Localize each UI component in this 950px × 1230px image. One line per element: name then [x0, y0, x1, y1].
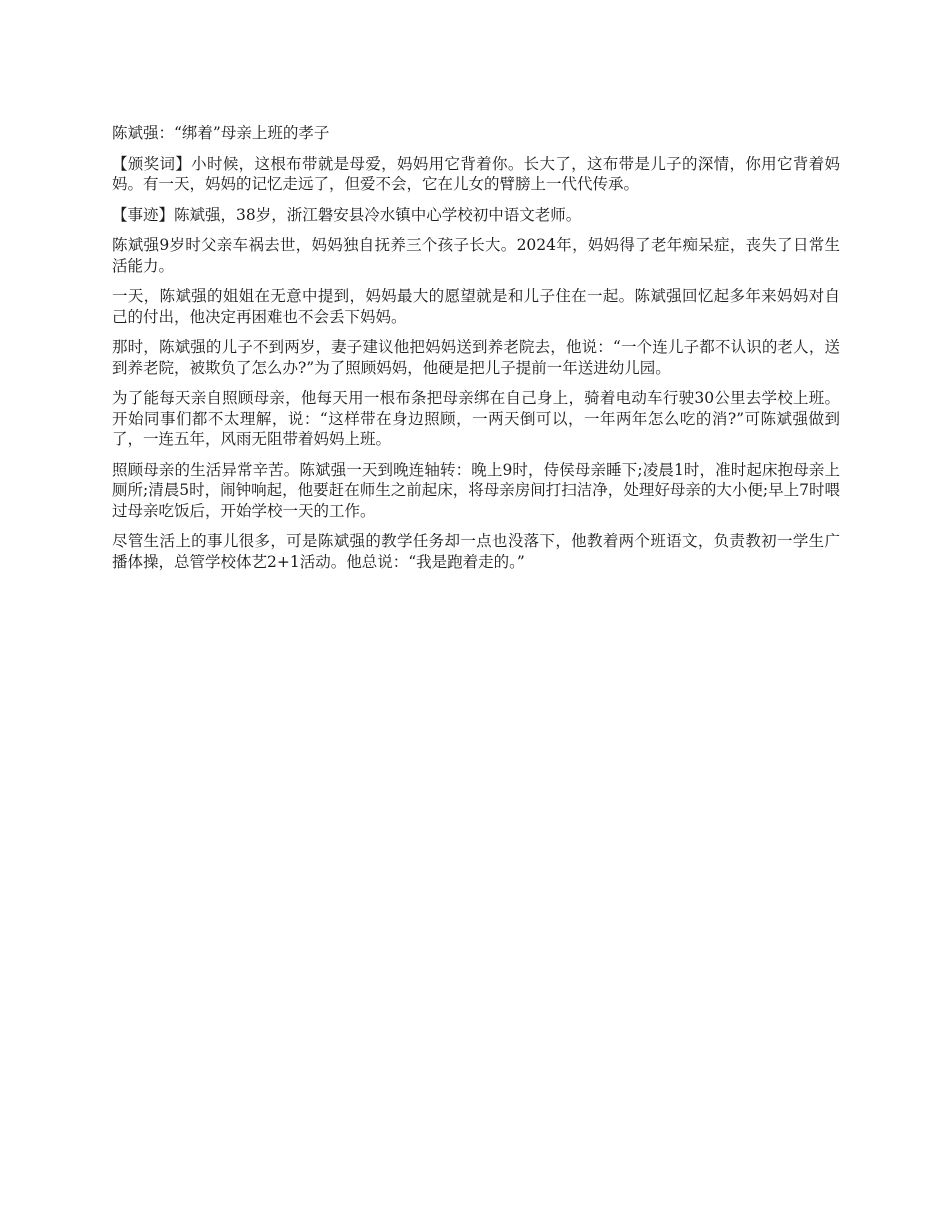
paragraph: 尽管生活上的事儿很多，可是陈斌强的教学任务却一点也没落下，他教着两个班语文，负责教初一学生广播体操，总管学校体艺2+1活动。他总说：“我是跑着走的。” — [112, 532, 840, 571]
paragraph: 为了能每天亲自照顾母亲，他每天用一根布条把母亲绑在自己身上，骑着电动车行驶30公里去学校上班。开始同事们都不太理解，说：“这样带在身边照顾，一两天倒可以，一年两年怎么吃的消?”可陈斌强做到了，一连五年，风雨无阻带着妈妈上班。 — [112, 389, 840, 448]
paragraph: 一天，陈斌强的姐姐在无意中提到，妈妈最大的愿望就是和儿子住在一起。陈斌强回忆起多年来妈妈对自己的付出，他决定再困难也不会丢下妈妈。 — [112, 287, 840, 326]
document-title: 陈斌强：“绑着”母亲上班的孝子 — [112, 124, 330, 142]
paragraph-deeds-intro: 【事迹】陈斌强，38岁，浙江磐安县冷水镇中心学校初中语文老师。 — [112, 205, 582, 224]
document-body — [112, 123, 840, 582]
paragraph: 那时，陈斌强的儿子不到两岁，妻子建议他把妈妈送到养老院去，他说：“一个连儿子都不认识的老人，送到养老院，被欺负了怎么办?”为了照顾妈妈，他硬是把儿子提前一年送进幼儿园。 — [112, 338, 840, 377]
paragraph: 照顾母亲的生活异常辛苦。陈斌强一天到晚连轴转：晚上9时，侍侯母亲睡下;凌晨1时，准时起床抱母亲上厕所;清晨5时，闹钟响起，他要赶在师生之前起床，将母亲房间打扫洁净，处理好母亲的大小便;早上7时喂过母亲吃饭后，开始学校一天的工作。 — [112, 460, 840, 520]
paragraph: 陈斌强9岁时父亲车祸去世，妈妈独自抚养三个孩子长大。2024年，妈妈得了老年痴呆症，丧失了日常生活能力。 — [112, 236, 840, 275]
paragraph-award-speech: 【颁奖词】小时候，这根布带就是母爱，妈妈用它背着你。长大了，这布带是儿子的深情，你用它背着妈妈。有一天，妈妈的记忆走远了，但爱不会，它在儿女的臂膀上一代代传承。 — [112, 154, 840, 193]
